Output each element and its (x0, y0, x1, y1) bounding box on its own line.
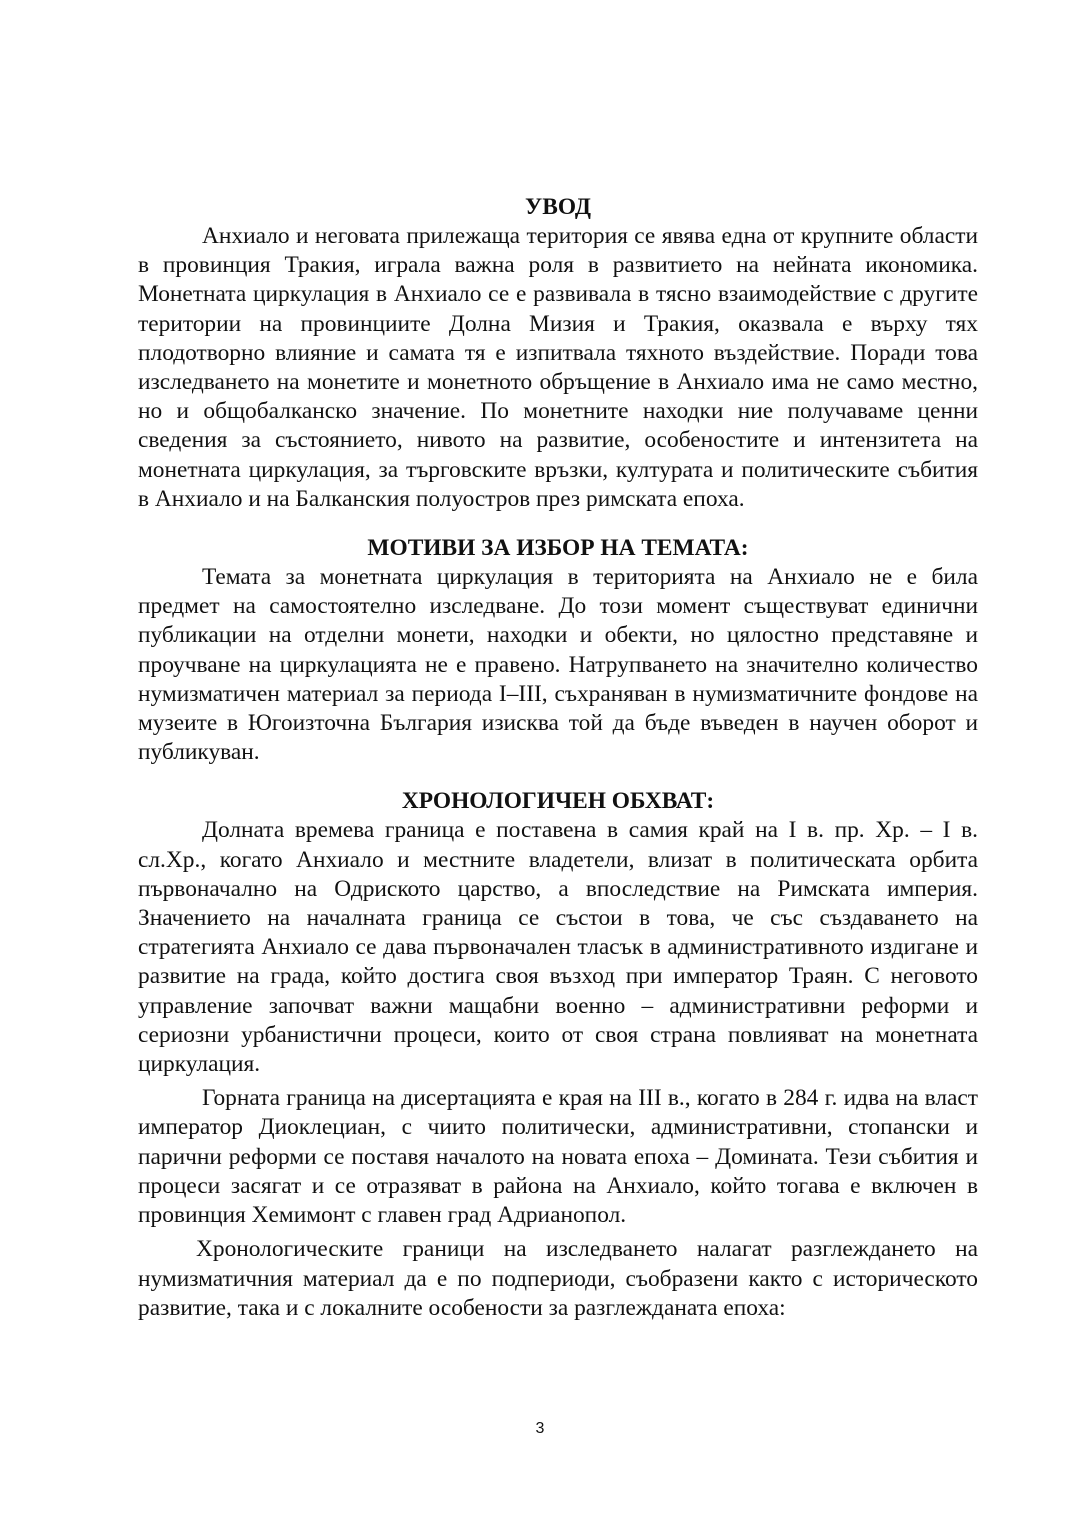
section-chronology (138, 786, 978, 1322)
introduction-paragraph: Анхиало и неговата прилежаща територия се явява една от крупните области в провинция Тракия, играла важна роля в развитието на нейната икономика. Монетната циркулация в Анхиало се е развивала в тясно взаимодействие с другите територии на провинциите Долна Мизия и Тракия, оказвала е върху тях плодотворно влияние и самата тя е изпитвала тяхното въздействие. Поради това изследването на монетите и монетното обръщение в Анхиало има не само местно, но и общобалканско значение. По монетните находки ние получаваме ценни сведения за състоянието, нивото на развитие, особеностите и интензитета на монетната циркулация, за търговските връзки, културата и политическите събития в Анхиало и на Балканския полуостров през римската епоха. (138, 223, 978, 512)
chronology-paragraph-lower-bound: Долната времева граница е поставена в самия край на I в. пр. Хр. – I в. сл.Хр., когато Анхиало и местните владетели, влизат в политическата орбита първоначално на Одриското царство, а впоследствие на Римската империя. Значението на началната граница се състои в това, че със създаването на стратегията Анхиало се дава първоначален тласък в административното издигане и развитие на града, който достига своя възход при император Траян. С неговото управление започват важни мащабни военно – административни реформи и сериозни урбанистични процеси, които от своя страна повлияват на монетната циркулация. (138, 817, 978, 1078)
document-page (138, 192, 978, 1323)
section-heading-introduction: УВОД (525, 194, 591, 220)
chronology-paragraph-upper-bound: Горната граница на дисертацията е края на III в., когато в 284 г. идва на власт император Диоклециан, с чиито политически, административни, стопански и парични реформи се поставя началото на новата епоха – Домината. Тези събития и процеси засягат и се отразяват в района на Анхиало, който тогава е включен в провинция Хемимонт с главен град Адрианопол. (138, 1085, 978, 1229)
section-introduction (138, 192, 978, 514)
section-motives (138, 533, 978, 767)
section-heading-chronology: ХРОНОЛОГИЧЕН ОБХВАТ: (401, 788, 715, 815)
chronology-paragraph-subperiods: Хронологическите граници на изследването налагат разглеждането на нумизматичния материал да е по подпериоди, съобразени както с историческото развитие, така и с локалните особености за разглежданата епоха: (138, 1236, 978, 1321)
motives-paragraph: Темата за монетната циркулация в територията на Анхиало не е била предмет на самостоятелно изследване. До този момент съществуват единични публикации на отделни монети, находки и обекти, но цялостно представяне и проучване на циркулацията не е правено. Натрупването на значително количество нумизматичен материал за периода I–III, съхраняван в нумизматичните фондове на музеите в Югоизточна България изисква той да бъде въведен в научен оборот и публикуван. (138, 564, 978, 766)
page-number: 3 (535, 1420, 545, 1437)
section-heading-motives: МОТИВИ ЗА ИЗБОР НА ТЕМАТА: (367, 535, 749, 562)
